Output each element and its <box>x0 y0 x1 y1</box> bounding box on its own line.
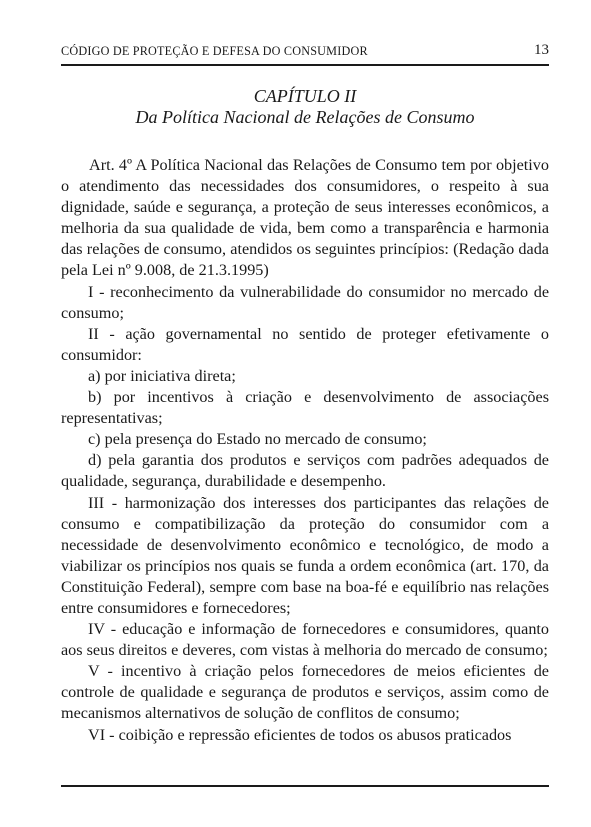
chapter-title: CAPÍTULO II <box>253 86 357 106</box>
paragraph-item-vi: VI - coibição e repressão eficientes de todos os abusos praticados <box>88 725 512 744</box>
paragraph-item-iii: III - harmonização dos interesses dos participantes das relações de consumo e compatibilização da proteção do consumidor com a necessidade de desenvolvimento econômico e tecnológico, de modo a viabilizar os princípios nos quais se funda a ordem econômica (art. 170, da Constituição Federal), sempre com base na boa-fé e equilíbrio nas relações entre consumidores e fornecedores; <box>61 493 549 617</box>
footer-rule <box>61 785 549 787</box>
paragraph-item-ii: II - ação governamental no sentido de proteger efetivamente o consumidor: <box>61 324 549 364</box>
running-head: CÓDIGO DE PROTEÇÃO E DEFESA DO CONSUMIDOR <box>61 44 368 58</box>
header-rule <box>61 64 549 66</box>
page-number: 13 <box>534 42 549 58</box>
paragraph-item-v: V - incentivo à criação pelos fornecedores de meios eficientes de controle de qualidade e segurança de produtos e serviços, assim como de mecanismos alternativos de solução de conflitos de consumo; <box>61 662 549 723</box>
paragraph-item-ii-b: b) por incentivos à criação e desenvolvimento de associações representativas; <box>61 388 549 428</box>
paragraph-art-4: Art. 4º A Política Nacional das Relações de Consumo tem por objetivo o atendimento das necessidades dos consumidores, o respeito à sua dignidade, saúde e segurança, a proteção de seus interesses econômicos, a melhoria da sua qualidade de vida, bem como a transparência e harmonia das relações de consumo, atendidos os seguintes princípios: (Redação dada pela Lei nº 9.008, de 21.3.1995) <box>61 156 549 280</box>
paragraph-item-iv: IV - educação e informação de fornecedores e consumidores, quanto aos seus direitos e deveres, com vistas à melhoria do mercado de consumo; <box>61 620 549 660</box>
chapter-subtitle: Da Política Nacional de Relações de Consumo <box>135 107 475 127</box>
article-body <box>61 155 549 746</box>
paragraph-item-ii-d: d) pela garantia dos produtos e serviços com padrões adequados de qualidade, segurança, durabilidade e desempenho. <box>61 451 549 491</box>
paragraph-item-ii-a: a) por iniciativa direta; <box>88 366 236 385</box>
paragraph-item-i: I - reconhecimento da vulnerabilidade do consumidor no mercado de consumo; <box>61 282 549 322</box>
paragraph-item-ii-c: c) pela presença do Estado no mercado de consumo; <box>88 430 427 449</box>
page-header <box>61 42 549 62</box>
